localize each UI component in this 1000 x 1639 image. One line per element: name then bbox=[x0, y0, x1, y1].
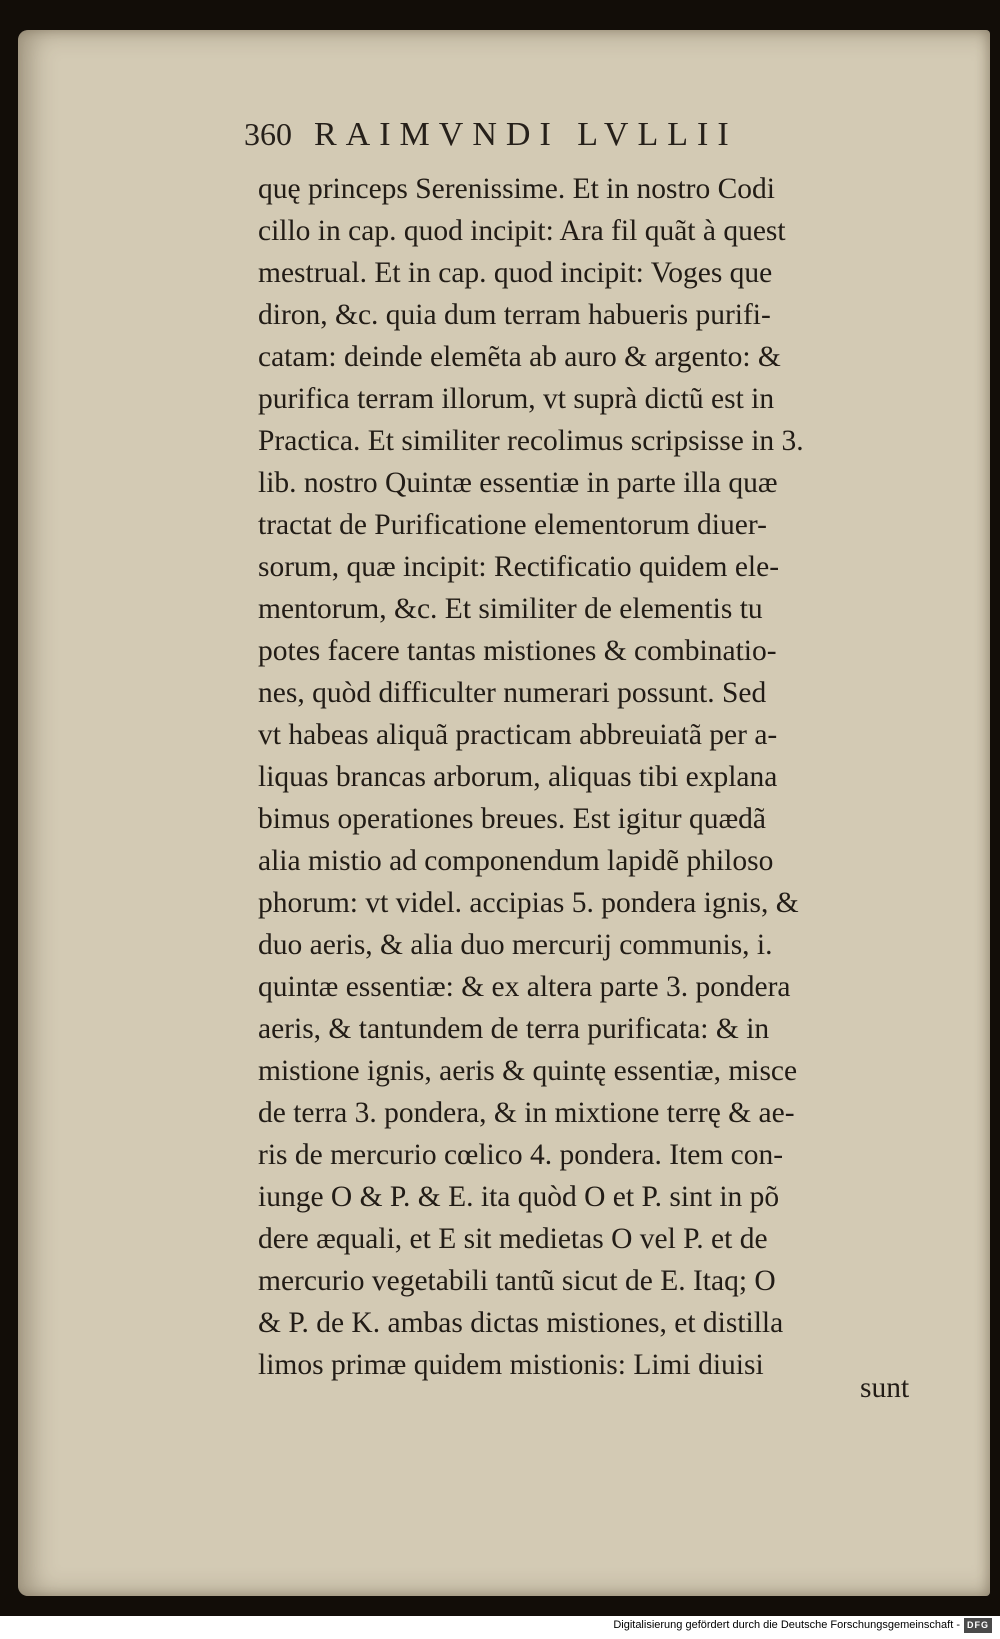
text-line: mestrual. Et in cap. quod incipit: Voges que bbox=[258, 257, 773, 289]
digitization-footer bbox=[0, 1616, 1000, 1639]
text-line: catam: deinde elemẽta ab auro & argento: & bbox=[258, 341, 781, 373]
text-line: mistione ignis, aeris & quintę essentiæ, misce bbox=[258, 1055, 798, 1087]
text-line: limos primæ quidem mistionis: Limi diuisi bbox=[258, 1349, 764, 1381]
text-line: diron, &c. quia dum terram habueris purifi- bbox=[258, 299, 771, 331]
text-line: dere æquali, et E sit medietas O vel P. et de bbox=[258, 1223, 768, 1255]
text-line: cillo in cap. quod incipit: Ara fil quãt à quest bbox=[258, 215, 786, 247]
text-line: mentorum, &c. Et similiter de elementis tu bbox=[258, 593, 763, 625]
text-line: alia mistio ad componendum lapidẽ philoso bbox=[258, 845, 774, 877]
text-line: aeris, & tantundem de terra purificata: & in bbox=[258, 1013, 770, 1045]
text-line: & P. de K. ambas dictas mistiones, et distilla bbox=[258, 1307, 784, 1339]
text-line: purifica terram illorum, vt suprà dictũ est in bbox=[258, 383, 775, 415]
text-line: mercurio vegetabili tantũ sicut de E. Itaq; O bbox=[258, 1265, 776, 1297]
text-line: vt habeas aliquã practicam abbreuiatã per a- bbox=[258, 719, 778, 751]
text-line: duo aeris, & alia duo mercurij communis, i. bbox=[258, 929, 773, 961]
text-line: de terra 3. pondera, & in mixtione terrę & ae- bbox=[258, 1097, 795, 1129]
text-line: nes, quòd difficulter numerari possunt. Sed bbox=[258, 677, 767, 709]
text-line: tractat de Purificatione elementorum diuer- bbox=[258, 509, 767, 541]
text-line: potes facere tantas mistiones & combinatio- bbox=[258, 635, 777, 667]
text-line: iunge O & P. & E. ita quòd O et P. sint in põ bbox=[258, 1181, 780, 1213]
text-line: phorum: vt videl. accipias 5. pondera ignis, & bbox=[258, 887, 799, 919]
text-line: ris de mercurio cœlico 4. pondera. Item con- bbox=[258, 1139, 784, 1171]
text-line: liquas brancas arborum, aliquas tibi explana bbox=[258, 761, 778, 793]
catchword: sunt bbox=[860, 1372, 910, 1404]
text-line: quę princeps Serenissime. Et in nostro Codi bbox=[258, 173, 775, 205]
body-text bbox=[258, 168, 898, 1386]
text-line: Practica. Et similiter recolimus scripsisse in 3. bbox=[258, 425, 804, 457]
text-line: sorum, quæ incipit: Rectificatio quidem ele- bbox=[258, 551, 780, 583]
page-number: 360 bbox=[244, 116, 292, 152]
text-line: bimus operationes breues. Est igitur quædã bbox=[258, 803, 766, 835]
text-line: lib. nostro Quintæ essentiæ in parte illa quæ bbox=[258, 467, 778, 499]
running-head bbox=[244, 116, 738, 154]
dfg-logo: DFG bbox=[964, 1618, 992, 1633]
running-head-title: RAIMVNDI LVLLII bbox=[314, 116, 738, 153]
funding-credit: Digitalisierung gefördert durch die Deutsche Forschungsgemeinschaft - bbox=[613, 1619, 960, 1631]
text-line: quintæ essentiæ: & ex altera parte 3. pondera bbox=[258, 971, 791, 1003]
